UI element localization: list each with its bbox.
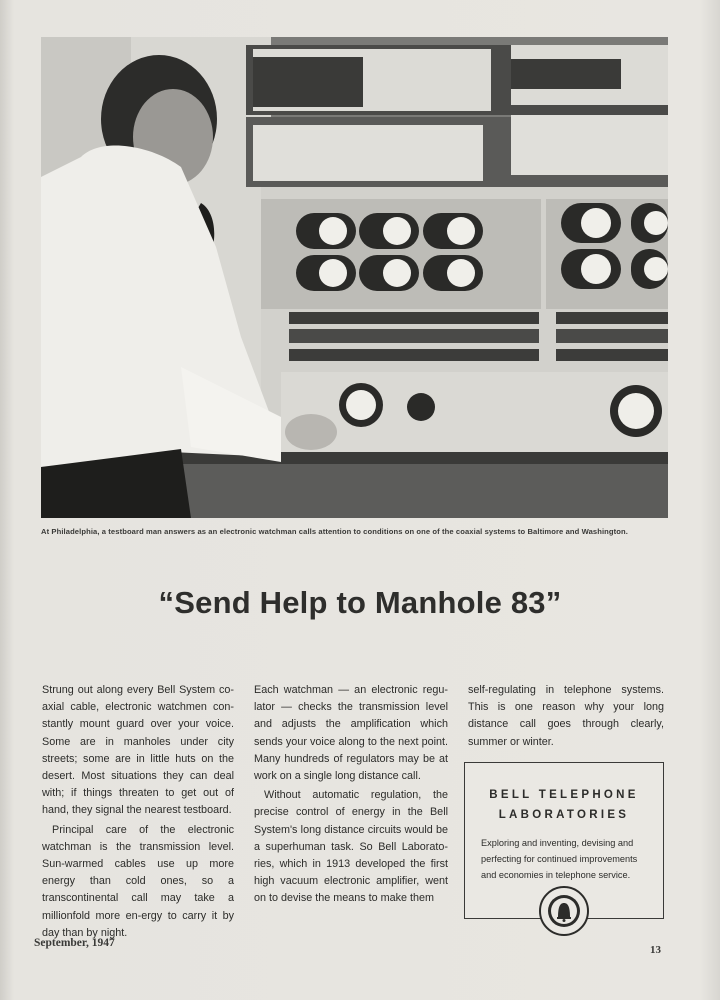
col2-paragraph-1: Each watchman — an electronic regu-lator — checks the transmission level and adjusts the amplification which sends your voice along to the next point. Many hundreds of regulators may be at work on a single long distance call. — [254, 684, 448, 783]
body-column-2 — [254, 682, 448, 908]
col1-paragraph-2: Principal care of the electronic watchman is the transmission level. Sun-warmed cables use up more energy than cold ones, so a transcontinental call may take a millionfold more en-ergy to carry it by day than by night. — [42, 823, 234, 939]
body-column-3 — [468, 682, 664, 751]
issue-date: September, 1947 — [34, 937, 115, 949]
ad-body-text: Exploring and inventing, devising and perfecting for continued improvements and economies in telephone service. — [481, 838, 638, 880]
col1-paragraph-1: Strung out along every Bell System co-axial cable, electronic watchmen con-stantly mount guard over your voice. Some are in manholes under city streets; some are in little huts on the desert. Most situations they can deal with; if things threaten to get out of hand, they signal the nearest testboard. — [42, 684, 234, 817]
col3-paragraph-1: self-regulating in telephone systems. This is one reason why your long distance call goes through clearly, summer or winter. — [468, 684, 664, 748]
body-column-1 — [42, 682, 234, 942]
headline: “Send Help to Manhole 83” — [158, 585, 562, 620]
ad-subtitle: LABORATORIES — [498, 809, 630, 821]
bell-system-seal-icon — [538, 885, 590, 942]
col2-paragraph-2: Without automatic regulation, the precise control of energy in the Bell System's long distance circuits would be a superhuman task. So Bell Laborato-ries, which in 1913 developed the first high vacuum electronic amplifier, went on to devise the means to make them — [254, 789, 448, 905]
page-number: 13 — [650, 944, 661, 956]
photo-caption: At Philadelphia, a testboard man answers as an electronic watchman calls attention to conditions on one of the coaxial systems to Baltimore and Washington. — [41, 527, 628, 536]
testboard-photo — [41, 37, 668, 518]
bell-labs-ad-box — [464, 762, 664, 919]
ad-title: BELL TELEPHONE — [489, 789, 639, 801]
